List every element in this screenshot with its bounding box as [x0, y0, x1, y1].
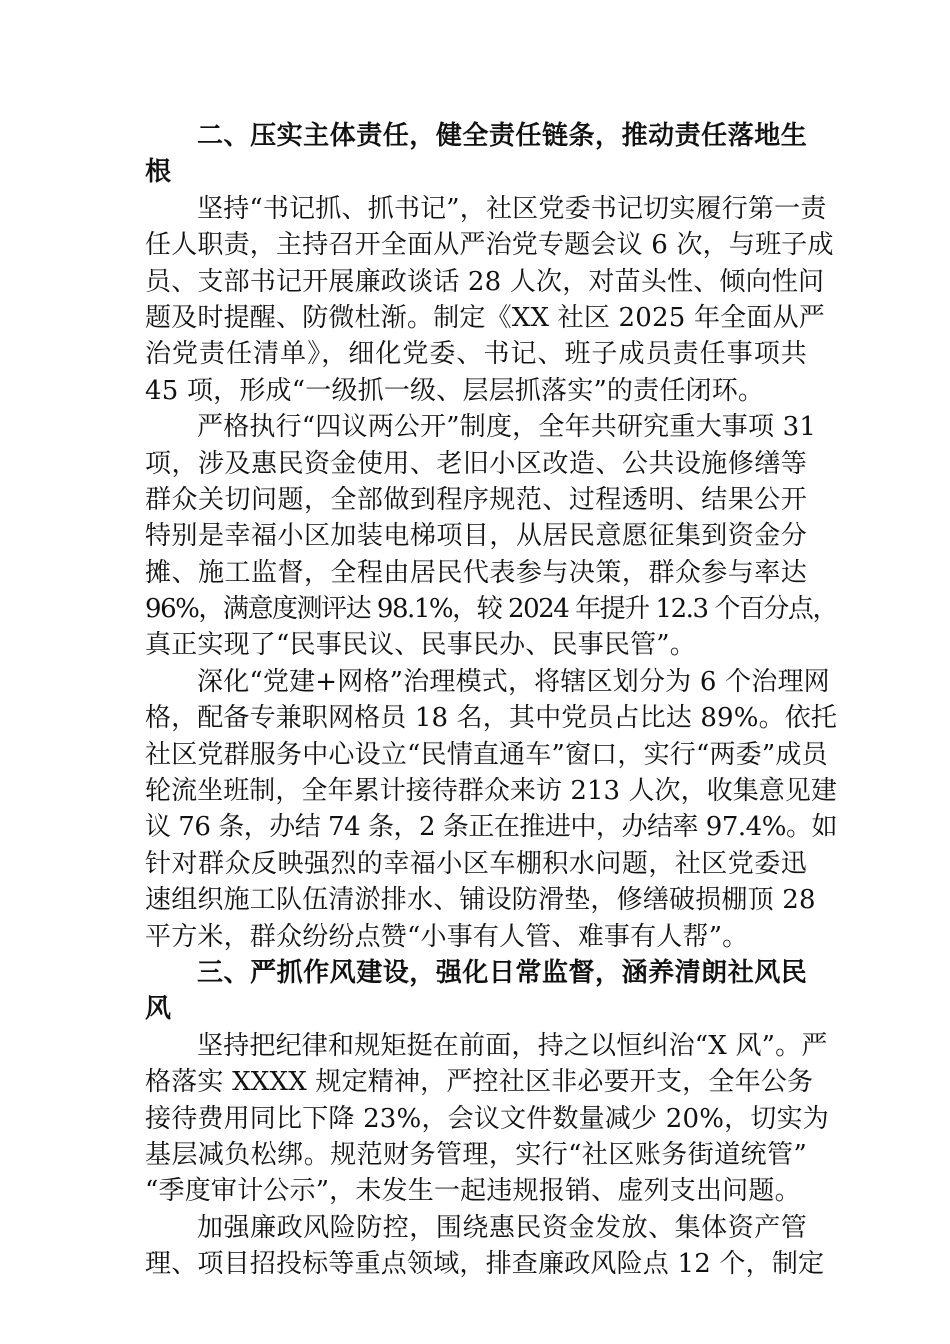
paragraph-line: 坚持把纪律和规矩挺在前面，持之以恒纠治“X 风”。严 — [197, 1030, 828, 1061]
paragraph-line: 针对群众反映强烈的幸福小区车棚积水问题，社区党委迅 — [145, 848, 807, 879]
paragraph-line: 题及时提醒、防微杜渐。制定《XX 社区 2025 年全面从严 — [145, 302, 825, 333]
paragraph-line: 群众关切问题，全部做到程序规范、过程透明、结果公开 — [145, 484, 807, 515]
paragraph-line: 理、项目招投标等重点领域，排查廉政风险点 12 个，制定 — [145, 1249, 825, 1280]
paragraph-line: 接待费用同比下降 23%，会议文件数量减少 20%，切实为 — [145, 1103, 829, 1134]
paragraph-line: 严格执行“四议两公开”制度，全年共研究重大事项 31 — [197, 412, 817, 443]
paragraph-line: 加强廉政风险防控，围绕惠民资金发放、集体资产管 — [197, 1212, 807, 1243]
paragraph-line: 平方米，群众纷纷点赞“小事有人管、难事有人帮”。 — [145, 921, 749, 952]
paragraph-line: 治党责任清单》，细化党委、书记、班子成员责任事项共 — [145, 339, 807, 370]
paragraph-line: 项，涉及惠民资金使用、老旧小区改造、公共设施修缮等 — [145, 448, 807, 479]
paragraph-line: 坚持“书记抓、抓书记”，社区党委书记切实履行第一责 — [197, 193, 827, 224]
paragraph-line: 45 项，形成“一级抓一级、层层抓落实”的责任闭环。 — [145, 375, 765, 406]
paragraph-line: 轮流坐班制，全年累计接待群众来访 213 人次，收集意见建 — [145, 776, 837, 807]
paragraph-line: “季度审计公示”，未发生一起违规报销、虚列支出问题。 — [145, 1176, 801, 1207]
paragraph-line: 深化“党建+网格”治理模式，将辖区划分为 6 个治理网 — [197, 666, 830, 697]
paragraph-line: 任人职责，主持召开全面从严治党专题会议 6 次，与班子成 — [145, 230, 834, 261]
paragraph-line: 格落实 XXXX 规定精神，严控社区非必要开支，全年公务 — [145, 1067, 814, 1098]
paragraph-line: 社区党群服务中心设立“民情直通车”窗口，实行“两委”成员 — [145, 739, 828, 770]
paragraph-line: 议 76 条，办结 74 条，2 条正在推进中，办结率 97.4%。如 — [145, 812, 837, 843]
paragraph-line: 摊、施工监督，全程由居民代表参与决策，群众参与率达 — [145, 557, 807, 588]
section-heading-line: 风 — [145, 994, 172, 1025]
paragraph-line: 速组织施工队伍清淤排水、铺设防滑垫，修缮破损棚顶 28 — [145, 885, 816, 916]
paragraph-line: 员、支部书记开展廉政谈话 28 人次，对苗头性、倾向性问 — [145, 266, 825, 297]
section-heading-line: 三、严抓作风建设，强化日常监督，涵养清朗社风民 — [197, 957, 807, 988]
paragraph-line: 基层减负松绑。规范财务管理，实行“社区账务街道统管” — [145, 1139, 807, 1170]
paragraph-line: 特别是幸福小区加装电梯项目，从居民意愿征集到资金分 — [145, 521, 807, 552]
document-body — [145, 118, 837, 1283]
paragraph-line: 格，配备专兼职网格员 18 名，其中党员占比达 89%。依托 — [145, 703, 837, 734]
section-heading-line: 二、压实主体责任，健全责任链条，推动责任落地生 — [197, 121, 807, 151]
paragraph-line: 96%，满意度测评达 98.1%，较 2024 年提升 12.3 个百分点， — [145, 594, 837, 625]
section-heading-line: 根 — [145, 157, 172, 188]
paragraph-line: 真正实现了“民事民议、民事民办、民事民管”。 — [145, 630, 696, 661]
